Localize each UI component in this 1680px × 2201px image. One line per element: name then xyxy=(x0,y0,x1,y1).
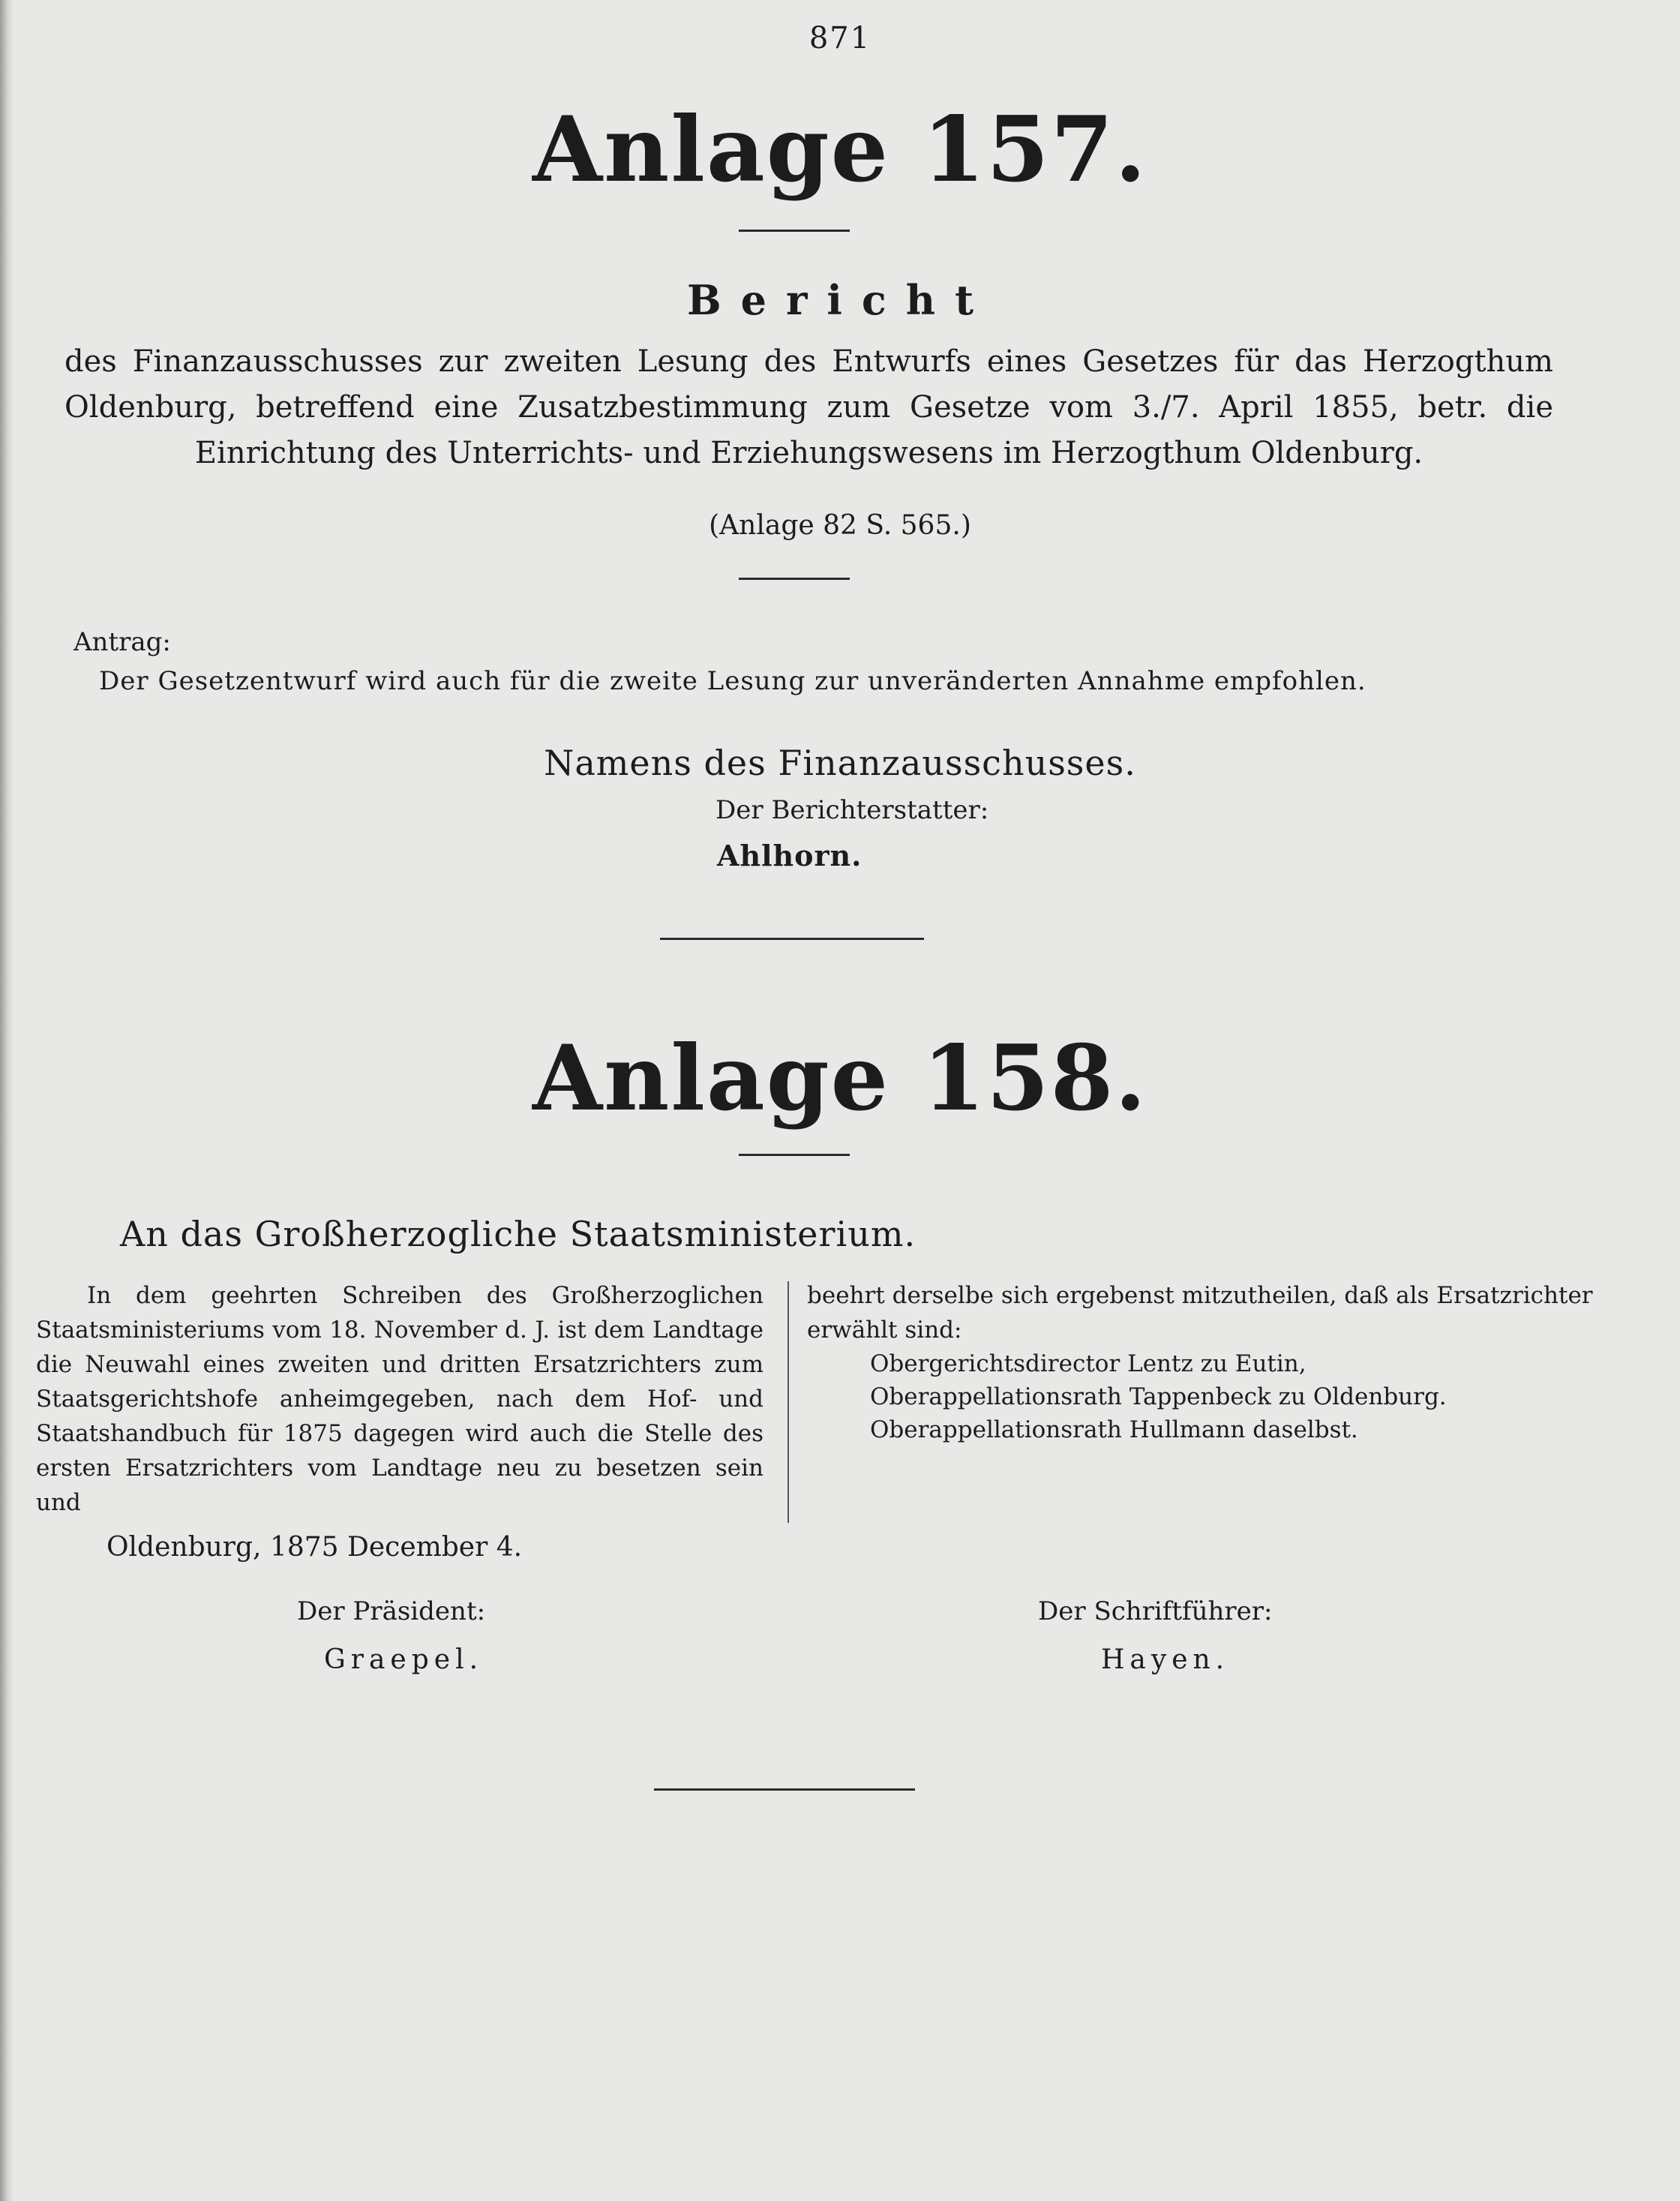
title-rule xyxy=(739,1154,850,1156)
page-number: 871 xyxy=(808,21,872,56)
addressee: An das Großherzogliche Staatsministerium. xyxy=(120,1214,916,1254)
rapporteur-name: Ahlhorn. xyxy=(717,839,862,872)
elected-member: Oberappellationsrath Tappenbeck zu Oldenburg. xyxy=(870,1383,1447,1410)
antrag-label: Antrag: xyxy=(74,627,171,657)
date-line: Oldenburg, 1875 December 4. xyxy=(106,1532,523,1563)
antrag-text: Der Gesetzentwurf wird auch für die zweite Lesung zur unveränderten Annahme empfohlen. xyxy=(99,666,1366,696)
letter-right-column xyxy=(807,1278,1593,1446)
anlage-158-title: Anlage 158. xyxy=(532,1025,1148,1131)
reference-note: (Anlage 82 S. 565.) xyxy=(709,510,971,541)
closing-rule xyxy=(654,1788,915,1791)
report-intro: des Finanzausschusses zur zweiten Lesung des Entwurfs eines Gesetzes für das Herzogthum Oldenburg, betreffend eine Zusatzbestimmung zum Gesetze vom 3./7. April 1855, betr. die Einrichtung des Unterrichts- und Erziehungswesens im Herzogthum Oldenburg. xyxy=(64,344,1553,470)
rapporteur-label: Der Berichterstatter: xyxy=(716,795,989,825)
secretary-label: Der Schriftführer: xyxy=(1038,1596,1273,1626)
letter-left-column: In dem geehrten Schreiben des Großherzoglichen Staatsministeriums vom 18. November d. J. ist dem Landtage die Neuwahl eines zweiten und dritten Ersatzrichters zum Staatsgerichtshofe anheimgegeben, nach dem Hof- und Staatshandbuch für 1875 dagegen wird auch die Stelle des ersten Ersatzrichters vom Landtage neu zu besetzen sein und xyxy=(36,1282,764,1516)
elected-member: Obergerichtsdirector Lentz zu Eutin, xyxy=(870,1350,1306,1377)
anlage-157-title: Anlage 157. xyxy=(532,97,1148,203)
right-intro-line: beehrt derselbe sich ergebenst mitzutheilen, daß als Ersatzrichter xyxy=(807,1282,1593,1309)
bericht-heading: Bericht xyxy=(686,276,994,324)
column-divider xyxy=(788,1281,789,1523)
elected-member: Oberappellationsrath Hullmann daselbst. xyxy=(870,1416,1358,1443)
president-name: Graepel. xyxy=(324,1644,484,1675)
committee-signature: Namens des Finanzausschusses. xyxy=(544,743,1136,783)
title-rule xyxy=(739,230,850,232)
right-intro-line: erwählt sind: xyxy=(807,1317,962,1344)
president-label: Der Präsident: xyxy=(297,1596,486,1626)
secretary-name: Hayen. xyxy=(1101,1644,1230,1675)
section-rule xyxy=(739,578,850,580)
separator-rule xyxy=(660,938,924,940)
